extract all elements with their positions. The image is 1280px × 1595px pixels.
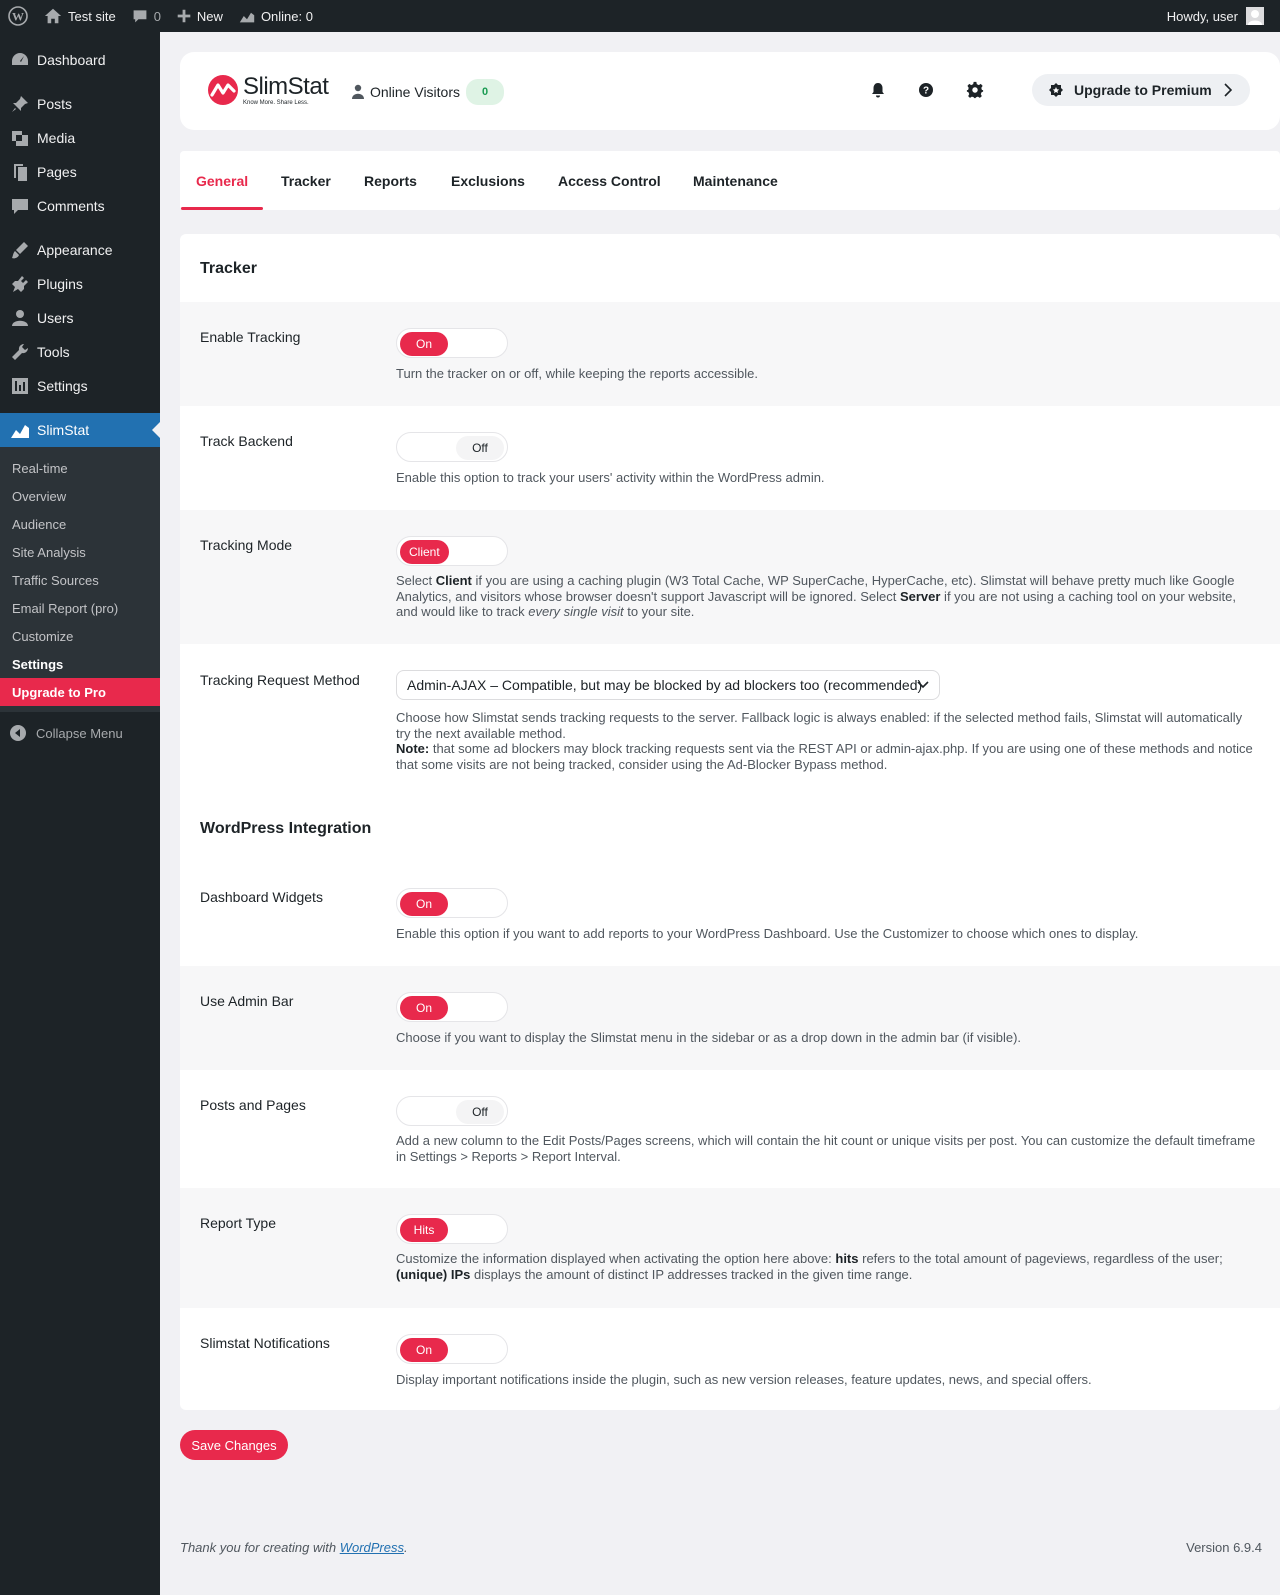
sidebar-item-tools[interactable] [0, 335, 160, 369]
my-account[interactable] [1159, 0, 1272, 32]
upgrade-premium-button[interactable] [1032, 74, 1250, 106]
tab-access-control[interactable]: Access Control [558, 172, 661, 189]
setting-posts-pages [180, 1070, 1280, 1188]
submenu-item-customize[interactable]: Customize [12, 628, 74, 644]
sidebar-item-label: Appearance [37, 242, 113, 258]
wordpress-link[interactable]: WordPress [339, 1540, 404, 1555]
setting-label: Report Type [200, 1215, 277, 1231]
sidebar-item-settings[interactable] [0, 369, 160, 403]
submenu-item-traffic-sources[interactable]: Traffic Sources [12, 572, 99, 588]
media-icon [10, 128, 30, 148]
dashboard-icon [10, 50, 30, 70]
select-value: Admin-AJAX – Compatible, but may be blocked by ad blockers too (recommended) [407, 677, 923, 693]
setting-description: Customize the information displayed when activating the option here above: hits refers to the total amount of pageviews, regardless of the user; (unique) IPs displays the amount of distinct IP addresses tracked in the given time range. [396, 1251, 1223, 1282]
brush-icon [10, 240, 30, 260]
tab-general[interactable]: General [196, 151, 248, 210]
plus-icon [177, 9, 191, 23]
plugin-icon [10, 274, 30, 294]
sidebar-item-label: Media [37, 130, 76, 146]
sidebar-item-dashboard[interactable] [0, 43, 160, 77]
svg-text:W: W [12, 9, 24, 24]
setting-description: Choose if you want to display the Slimstat menu in the sidebar or as a drop down in the admin bar (if visible). [396, 1030, 1022, 1045]
setting-description: Enable this option if you want to add reports to your WordPress Dashboard. Use the Customizer to choose which ones to display. [396, 926, 1139, 941]
enable-tracking-toggle[interactable] [396, 328, 508, 358]
online-visitors[interactable] [352, 79, 504, 105]
sidebar-item-label: Users [37, 310, 74, 326]
track-backend-toggle[interactable] [396, 432, 508, 462]
setting-description: Add a new column to the Edit Posts/Pages screens, which will contain the hit count or unique visits per post. You can customize the default timeframe in Settings > Reports > Report Interval. [396, 1133, 1256, 1164]
setting-description: Choose how Slimstat sends tracking requests to the server. Fallback logic is always enabled: if the selected method fails, Slimstat will automatically try the next available method. Note: that some ad blockers may block tracking requests sent via the REST API or admin-ajax.php. If you are using one of these methods and notice that some visits are not being tracked, consider using the Ad-Blocker Bypass method. [396, 710, 1253, 772]
submenu-item-overview[interactable]: Overview [12, 488, 67, 504]
sidebar-item-label: Settings [37, 378, 88, 394]
footer-version: Version 6.9.4 [1186, 1540, 1262, 1555]
setting-description: Enable this option to track your users' activity within the WordPress admin. [396, 470, 825, 485]
submenu-item-realtime[interactable]: Real-time [12, 460, 68, 476]
online-label: Online: 0 [260, 8, 313, 24]
sidebar-item-pages[interactable] [0, 155, 160, 189]
comment-icon [132, 8, 148, 24]
request-method-select[interactable] [396, 670, 940, 700]
sidebar-item-label: Plugins [37, 276, 83, 292]
online-visitors-badge: 0 [466, 79, 504, 105]
upgrade-premium-label: Upgrade to Premium [1074, 82, 1212, 98]
sidebar-item-label: Posts [37, 96, 73, 112]
toggle-state: On [400, 1338, 448, 1362]
chevron-down-icon [917, 681, 929, 689]
setting-report-type [180, 1188, 1280, 1308]
setting-request-method [180, 644, 1280, 804]
tab-maintenance[interactable]: Maintenance [693, 172, 778, 189]
settings-icon [10, 376, 30, 396]
tab-reports[interactable]: Reports [364, 172, 417, 189]
help-button[interactable] [916, 80, 936, 100]
avatar [1246, 7, 1264, 25]
pin-icon [10, 94, 30, 114]
new-content-link[interactable] [169, 0, 231, 32]
admin-bar-toggle[interactable] [396, 992, 508, 1022]
setting-description: Display important notifications inside the plugin, such as new version releases, feature updates, news, and special offers. [396, 1372, 1092, 1387]
setting-label: Slimstat Notifications [200, 1335, 330, 1351]
online-link[interactable] [231, 0, 321, 32]
help-icon [919, 83, 933, 97]
collapse-icon [10, 725, 26, 741]
toggle-state: On [400, 332, 448, 356]
setting-admin-bar [180, 966, 1280, 1070]
logo-tagline: Know More. Share Less. [243, 99, 309, 106]
setting-track-backend [180, 406, 1280, 510]
sidebar-item-label: SlimStat [37, 422, 90, 438]
sidebar-item-appearance[interactable] [0, 233, 160, 267]
user-icon [10, 308, 30, 328]
logo-name: SlimStat [243, 72, 329, 100]
setting-dashboard-widgets [180, 862, 1280, 966]
setting-label: Posts and Pages [200, 1097, 306, 1113]
notifications-button[interactable] [868, 80, 888, 100]
sidebar-item-posts[interactable] [0, 87, 160, 121]
howdy-label: Howdy, user [1166, 8, 1238, 24]
tab-tracker[interactable]: Tracker [281, 172, 331, 189]
slimstat-header [180, 52, 1280, 130]
submenu-item-site-analysis[interactable]: Site Analysis [12, 544, 86, 560]
setting-tracking-mode [180, 510, 1280, 644]
setting-label: Tracking Mode [200, 537, 293, 553]
save-changes-button[interactable]: Save Changes [180, 1430, 288, 1460]
settings-button[interactable] [965, 80, 985, 100]
tracking-mode-toggle[interactable] [396, 536, 508, 566]
comment-icon [10, 196, 30, 216]
submenu-item-email-report[interactable]: Email Report (pro) [12, 600, 119, 616]
home-icon [44, 7, 62, 25]
chart-icon [10, 420, 30, 440]
gear-icon [966, 81, 984, 99]
sidebar-item-label: Dashboard [37, 52, 106, 68]
tab-exclusions[interactable]: Exclusions [451, 172, 525, 189]
submenu-item-upgrade[interactable]: Upgrade to Pro [0, 678, 160, 706]
comments-count: 0 [153, 8, 161, 24]
slimstat-submenu [0, 447, 160, 712]
sidebar-item-label: Tools [37, 344, 70, 360]
sidebar-item-label: Comments [37, 198, 105, 214]
toggle-state: On [400, 996, 448, 1020]
chevron-right-icon [1224, 83, 1232, 97]
notifications-toggle[interactable] [396, 1334, 508, 1364]
toggle-state: On [400, 892, 448, 916]
setting-label: Enable Tracking [200, 329, 301, 345]
toggle-state: Off [456, 436, 504, 460]
site-name: Test site [68, 8, 116, 24]
admin-bar [0, 0, 1280, 32]
sidebar-item-label: Pages [37, 164, 77, 180]
section-title-wp-integration: WordPress Integration [200, 820, 372, 837]
footer-thanks: Thank you for creating with WordPress. [180, 1540, 408, 1555]
sidebar-item-users[interactable] [0, 301, 160, 335]
new-label: New [196, 8, 223, 24]
site-name-link[interactable] [36, 0, 124, 32]
comments-link[interactable] [124, 0, 169, 32]
submenu-item-audience[interactable]: Audience [12, 516, 67, 532]
setting-label: Track Backend [200, 433, 293, 449]
toggle-state: Off [456, 1100, 504, 1124]
report-type-toggle[interactable] [396, 1214, 508, 1244]
toggle-state: Hits [400, 1218, 448, 1242]
collapse-label: Collapse Menu [36, 725, 123, 741]
settings-panel [180, 234, 1280, 1410]
submenu-item-settings[interactable]: Settings [12, 656, 64, 672]
setting-label: Use Admin Bar [200, 993, 294, 1009]
setting-enable-tracking [180, 302, 1280, 406]
sidebar-item-media[interactable] [0, 121, 160, 155]
sidebar-item-plugins[interactable] [0, 267, 160, 301]
slimstat-logo [207, 74, 328, 106]
setting-description: Turn the tracker on or off, while keeping the reports accessible. [396, 366, 759, 381]
collapse-menu-button[interactable] [0, 716, 160, 750]
setting-description: Select Client if you are using a caching plugin (W3 Total Cache, WP SuperCache, HyperCache, etc). Slimstat will behave pretty much like Google Analytics, and visitors whose browser doesn't support Javascript will be ignored. Select Server if you are not using a caching tool on your website, and would like to track every single visit to your site. [396, 573, 1237, 619]
posts-pages-toggle[interactable] [396, 1096, 508, 1126]
pages-icon [10, 162, 30, 182]
sidebar-item-slimstat[interactable] [0, 413, 160, 447]
sidebar-item-comments[interactable] [0, 189, 160, 223]
admin-footer [180, 1540, 1262, 1555]
admin-sidebar [0, 32, 160, 1595]
dashboard-widgets-toggle[interactable] [396, 888, 508, 918]
setting-label: Tracking Request Method [200, 672, 360, 688]
toggle-state: Client [400, 540, 449, 564]
setting-notifications [180, 1308, 1280, 1410]
user-icon [352, 84, 364, 100]
wrench-icon [10, 342, 30, 362]
online-visitors-label: Online Visitors [370, 84, 461, 100]
settings-tabs [180, 151, 1280, 210]
slimstat-logo-icon [207, 74, 239, 106]
badge-star-icon [1048, 82, 1064, 98]
bell-icon [871, 82, 885, 98]
section-title-tracker: Tracker [200, 260, 257, 277]
wordpress-logo-icon[interactable] [0, 0, 36, 32]
setting-label: Dashboard Widgets [200, 889, 323, 905]
svg-text:?: ? [922, 85, 930, 97]
chart-icon [239, 8, 255, 24]
